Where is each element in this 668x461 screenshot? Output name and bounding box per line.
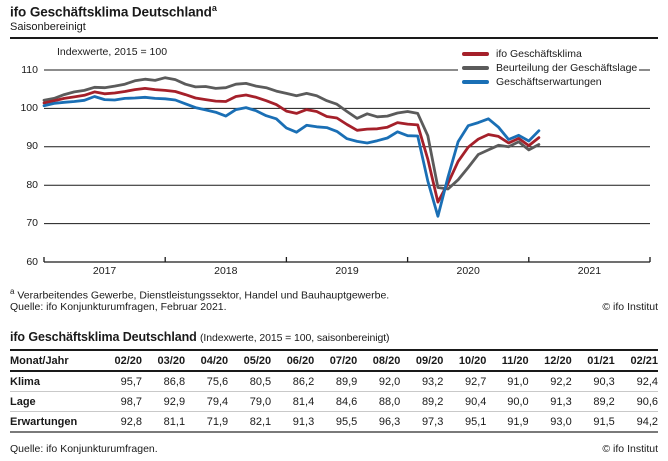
legend-line-swatch-erwartungen [462, 80, 489, 84]
y-axis-tick-label: 110 [21, 63, 38, 76]
value-cell: 93,2 [421, 375, 444, 388]
column-header: 10/20 [458, 354, 487, 367]
value-cell: 75,6 [206, 375, 229, 388]
column-header: 01/21 [587, 354, 615, 367]
value-cell: 91,3 [292, 415, 315, 428]
x-axis-year-label: 2018 [214, 265, 238, 277]
value-cell: 86,8 [163, 375, 186, 388]
legend-label: Geschäftserwartungen [496, 76, 602, 88]
legend-label: ifo Geschäftsklima [496, 48, 582, 60]
footnote-text: Verarbeitendes Gewerbe, Dienstleistungssektor, Handel und Bauhauptgewerbe. [17, 289, 390, 302]
value-cell: 80,5 [249, 375, 272, 388]
x-axis-year-label: 2020 [456, 265, 480, 277]
value-cell: 90,4 [464, 395, 487, 408]
legend-item-lage [462, 61, 637, 75]
y-axis-tick-label: 80 [26, 178, 38, 191]
column-header: Monat/Jahr [10, 354, 69, 367]
y-axis-tick-label: 90 [26, 140, 38, 153]
value-cell: 81,1 [163, 415, 186, 428]
column-header: 11/20 [501, 354, 529, 367]
column-header: 08/20 [372, 354, 401, 367]
page-subtitle: Saisonbereinigt [10, 20, 86, 33]
value-cell: 86,2 [292, 375, 315, 388]
x-axis-year-label: 2017 [92, 265, 117, 277]
value-cell: 98,7 [120, 395, 143, 408]
value-cell: 91,3 [550, 395, 572, 408]
value-cell: 91,0 [507, 375, 529, 388]
column-header: 04/20 [200, 354, 229, 367]
table-row-lage [10, 392, 658, 412]
value-cell: 79,4 [206, 395, 229, 408]
value-cell: 91,9 [507, 415, 529, 428]
value-cell: 89,2 [421, 395, 444, 408]
series-line-2 [44, 97, 539, 217]
column-header: 02/21 [630, 354, 658, 367]
value-cell: 89,9 [335, 375, 358, 388]
value-cell: 95,7 [120, 375, 143, 388]
column-header: 07/20 [329, 354, 358, 367]
table-body [10, 371, 658, 432]
value-cell: 91,5 [593, 415, 615, 428]
legend-line-swatch-klima [462, 52, 489, 56]
table-title-paren: (Indexwerte, 2015 = 100, saisonbereinigt) [200, 332, 390, 344]
value-cell: 93,0 [550, 415, 572, 428]
y-axis-tick-label: 60 [26, 255, 38, 268]
y-axis-tick-label: 70 [26, 217, 38, 230]
value-cell: 95,5 [335, 415, 358, 428]
title-footnote-marker: a [211, 3, 217, 13]
y-axis-tick-label: 100 [20, 101, 38, 114]
legend-label: Beurteilung der Geschäftslage [496, 62, 638, 74]
x-axis-year-label: 2021 [577, 265, 602, 277]
data-table [10, 349, 658, 433]
chart-copyright: © ifo Institut [602, 301, 658, 313]
axis-unit-note: Indexwerte, 2015 = 100 [57, 46, 168, 58]
value-cell: 97,3 [421, 415, 444, 428]
row-label: Klima [10, 375, 40, 388]
footnote-source: Quelle: ifo Konjunkturumfragen, Februar 2021. [10, 301, 227, 313]
value-cell: 89,2 [593, 395, 615, 408]
value-cell: 71,9 [206, 415, 229, 428]
row-label: Lage [10, 395, 36, 408]
value-cell: 88,0 [378, 395, 401, 408]
value-cell: 90,0 [507, 395, 529, 408]
legend-item-erwartungen [462, 75, 637, 89]
value-cell: 96,3 [378, 415, 401, 428]
chart-legend [458, 47, 639, 91]
table-row-erwartungen [10, 412, 658, 433]
table-head [10, 350, 658, 371]
value-cell: 95,1 [464, 415, 487, 428]
footer-source: Quelle: ifo Konjunkturumfragen. [10, 443, 158, 455]
column-header: 02/20 [114, 354, 143, 367]
value-cell: 92,8 [120, 415, 143, 428]
value-cell: 92,2 [550, 375, 572, 388]
table-title [10, 330, 389, 344]
x-axis-year-label: 2019 [335, 265, 359, 277]
page-title-text: ifo Geschäftsklima Deutschland [10, 4, 212, 20]
legend-item-klima [462, 47, 637, 61]
column-header: 09/20 [415, 354, 444, 367]
value-cell: 92,7 [464, 375, 487, 388]
column-header: 05/20 [243, 354, 272, 367]
value-cell: 82,1 [249, 415, 272, 428]
value-cell: 94,2 [636, 415, 658, 428]
value-cell: 84,6 [335, 395, 358, 408]
table-row-klima [10, 371, 658, 392]
value-cell: 92,9 [163, 395, 186, 408]
value-cell: 92,0 [378, 375, 401, 388]
column-header: 12/20 [544, 354, 572, 367]
table-title-bold: ifo Geschäftsklima Deutschland [10, 330, 197, 344]
value-cell: 81,4 [292, 395, 315, 408]
legend-line-swatch-lage [462, 66, 489, 70]
footnote-marker: a [10, 287, 15, 296]
footnote-sectors [10, 287, 389, 302]
table-header-row [10, 350, 658, 371]
value-cell: 92,4 [636, 375, 658, 388]
row-label: Erwartungen [10, 415, 78, 428]
column-header: 06/20 [286, 354, 315, 367]
column-header: 03/20 [157, 354, 186, 367]
footer-copyright: © ifo Institut [602, 443, 658, 455]
value-cell: 79,0 [249, 395, 272, 408]
value-cell: 90,3 [593, 375, 615, 388]
value-cell: 90,6 [636, 395, 658, 408]
